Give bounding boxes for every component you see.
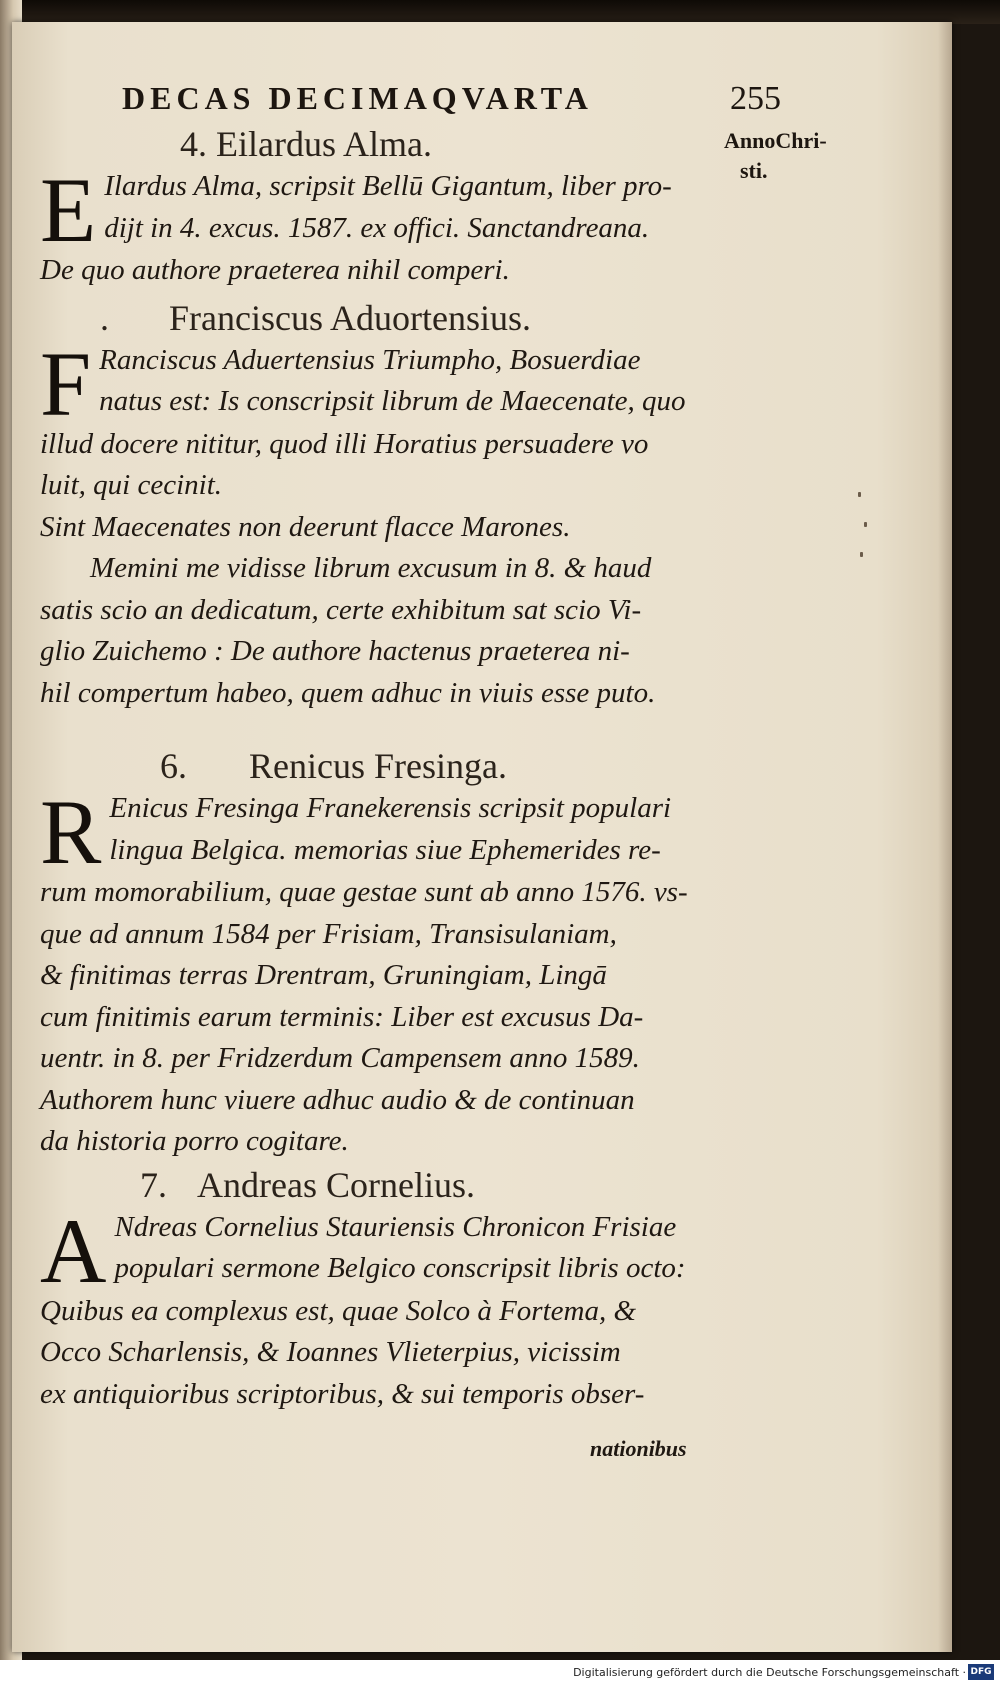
text-line: satis scio an dedicatum, certe exhibitum sat scio Vi- xyxy=(40,593,642,626)
text-line: Occo Scharlensis, & Ioannes Vlieterpius, vicissim xyxy=(40,1336,621,1368)
catchword: nationibus xyxy=(590,1436,687,1461)
section-number: 4. xyxy=(180,124,207,164)
text-line: Enicus Fresinga Franekerensis scripsit populari xyxy=(109,792,672,824)
text-line: Memini me vidisse librum excusum in 8. & haud xyxy=(90,552,652,584)
drop-cap: R xyxy=(40,781,102,883)
text-line: luit, qui cecinit. xyxy=(40,469,223,501)
text-line: De quo authore praeterea nihil comperi. xyxy=(40,254,510,286)
dfg-logo: DFG xyxy=(968,1664,994,1680)
text-line: Ranciscus Aduertensius Triumpho, Bosuerdiae xyxy=(99,343,641,376)
text-line: rum momorabilium, quae gestae sunt ab anno 1576. vs- xyxy=(40,876,688,908)
section-paragraph xyxy=(40,781,716,1163)
text-line: Quibus ea complexus est, quae Solco à Fortema, & xyxy=(40,1294,637,1327)
footer-credit: Digitalisierung gefördert durch die Deutsche Forschungsgemeinschaft · xyxy=(573,1666,966,1679)
footer-bar xyxy=(0,1660,1000,1688)
page-shadow xyxy=(938,22,952,1652)
page-number: 255 xyxy=(730,80,781,117)
text-line: Ndreas Cornelius Stauriensis Chronicon Frisiae xyxy=(114,1210,677,1243)
running-head: DECAS DECIMAQVARTA xyxy=(122,80,593,116)
text-line: Authorem hunc viuere adhuc audio & de continuan xyxy=(40,1083,635,1116)
text-line: & finitimas terras Drentram, Gruningiam, Lingā xyxy=(40,959,607,991)
drop-cap: A xyxy=(40,1199,107,1302)
section-paragraph xyxy=(40,159,716,292)
scan-top-edge xyxy=(0,0,1000,24)
text-line: que ad annum 1584 per Frisiam, Transisulaniam, xyxy=(40,917,617,950)
drop-cap: F xyxy=(40,332,92,435)
text-line: Ilardus Alma, scripsit Bellū Gigantum, liber pro- xyxy=(104,170,672,202)
section-title: Andreas Cornelius. xyxy=(197,1164,475,1205)
section-number: 7. xyxy=(140,1164,167,1205)
section-number: 6. xyxy=(160,746,187,786)
section-heading xyxy=(40,744,716,788)
section-paragraph xyxy=(40,332,716,715)
section-title: Eilardus Alma. xyxy=(216,124,432,164)
text-line: uentr. in 8. per Fridzerdum Campensem anno 1589. xyxy=(40,1042,640,1074)
text-line: Sint Maecenates non deerunt flacce Marones. xyxy=(40,510,571,543)
text-line: illud docere nititur, quod illi Horatius persuadere vo xyxy=(40,427,649,460)
section-paragraph xyxy=(40,1199,716,1416)
margin-note xyxy=(724,126,874,186)
text-line: populari sermone Belgico conscripsit libris octo: xyxy=(114,1252,686,1284)
page-speck xyxy=(860,552,863,557)
margin-note-line: AnnoChri- xyxy=(724,128,827,153)
section-number: . xyxy=(100,297,109,338)
section-title: Renicus Fresinga. xyxy=(249,746,507,786)
page-speck xyxy=(864,522,867,527)
text-line: ex antiquioribus scriptoribus, & sui temporis obser- xyxy=(40,1377,645,1410)
text-line: dijt in 4. excus. 1587. ex offici. Sanctandreana. xyxy=(104,211,650,244)
text-line: hil compertum habeo, quem adhuc in viuis esse puto. xyxy=(40,676,656,709)
page-speck xyxy=(858,492,861,497)
body-text xyxy=(40,122,716,1415)
text-line: da historia porro cogitare. xyxy=(40,1125,349,1157)
section-heading xyxy=(40,1163,716,1207)
section-heading xyxy=(40,296,716,340)
section-title: Franciscus Aduortensius. xyxy=(169,297,531,338)
text-line: cum finitimis earum terminis: Liber est excusus Da- xyxy=(40,1000,644,1033)
margin-note-line: sti. xyxy=(740,158,768,183)
book-page xyxy=(12,22,952,1652)
drop-cap: E xyxy=(40,159,97,261)
section-heading xyxy=(40,122,716,166)
text-line: natus est: Is conscripsit librum de Maecenate, quo xyxy=(99,385,686,417)
text-line: glio Zuichemo : De authore hactenus praeterea ni- xyxy=(40,635,630,667)
text-line: lingua Belgica. memorias siue Ephemerides re- xyxy=(109,833,661,866)
